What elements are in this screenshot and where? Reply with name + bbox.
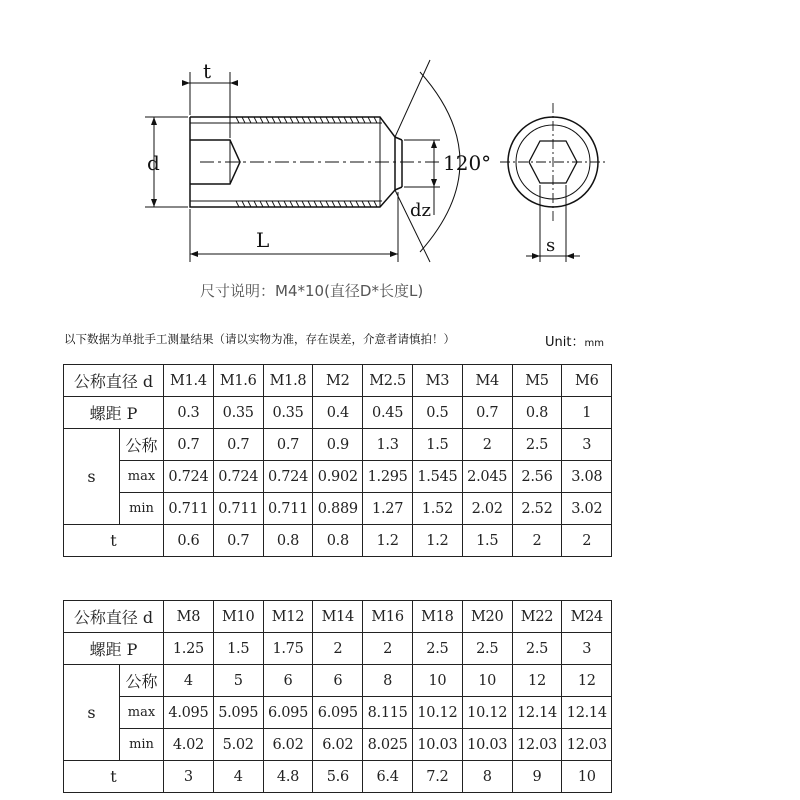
value-cell-s-nominal: 2.5 xyxy=(512,429,562,461)
row-pitch xyxy=(64,397,612,429)
thread-tick xyxy=(368,117,371,123)
measurement-note: 以下数据为单批手工测量结果（请以实物为准，存在误差，介意者请慎拍！） xyxy=(64,332,455,346)
label-d: d xyxy=(147,151,160,175)
size-cell: M18 xyxy=(412,601,462,633)
size-cell: M22 xyxy=(512,601,562,633)
value-cell-s-min: 8.025 xyxy=(363,729,413,761)
thread-tick xyxy=(344,201,347,207)
label-angle: 120° xyxy=(443,151,492,175)
label-t-row: t xyxy=(64,525,164,557)
thread-tick xyxy=(308,201,311,207)
row-s-min xyxy=(64,493,612,525)
label-s-max: max xyxy=(120,461,164,493)
value-cell-s-max: 10.12 xyxy=(462,697,512,729)
value-cell-pitch: 0.45 xyxy=(363,397,413,429)
value-cell-pitch: 2.5 xyxy=(462,633,512,665)
value-cell-t: 0.8 xyxy=(313,525,363,557)
value-cell-s-max: 8.115 xyxy=(363,697,413,729)
value-cell-t: 7.2 xyxy=(412,761,462,793)
thread-tick xyxy=(242,117,245,123)
value-cell-s-min: 2.02 xyxy=(462,493,512,525)
thread-tick xyxy=(326,201,329,207)
value-cell-s-nominal: 10 xyxy=(412,665,462,697)
thread-tick xyxy=(266,201,269,207)
value-cell-s-max: 4.095 xyxy=(164,697,214,729)
thread-tick xyxy=(260,117,263,123)
value-cell-s-nominal: 2 xyxy=(462,429,512,461)
value-cell-s-nominal: 12 xyxy=(562,665,612,697)
row-s-nominal xyxy=(64,665,612,697)
value-cell-pitch: 0.3 xyxy=(164,397,214,429)
row-s-max xyxy=(64,461,612,493)
spec-table-small xyxy=(63,364,612,557)
value-cell-t: 0.6 xyxy=(164,525,214,557)
thread-tick xyxy=(362,201,365,207)
thread-tick xyxy=(254,201,257,207)
value-cell-pitch: 1 xyxy=(562,397,612,429)
value-cell-s-max: 0.724 xyxy=(263,461,313,493)
value-cell-pitch: 0.5 xyxy=(412,397,462,429)
L-arrow-left xyxy=(190,251,198,257)
value-cell-s-max: 2.045 xyxy=(462,461,512,493)
value-cell-s-min: 6.02 xyxy=(263,729,313,761)
set-screw-drawing xyxy=(0,0,800,300)
thread-tick xyxy=(290,201,293,207)
thread-tick xyxy=(248,117,251,123)
label-t-row: t xyxy=(64,761,164,793)
thread-tick xyxy=(356,201,359,207)
thread-tick xyxy=(320,117,323,123)
L-arrow-right xyxy=(390,251,398,257)
size-cell: M10 xyxy=(213,601,263,633)
value-cell-s-max: 1.295 xyxy=(363,461,413,493)
s-arrow-left xyxy=(532,253,540,259)
label-nominal-diameter: 公称直径 d xyxy=(64,365,164,397)
size-cell: M4 xyxy=(462,365,512,397)
thread-tick xyxy=(332,117,335,123)
thread-tick xyxy=(344,117,347,123)
unit-prefix: Unit： xyxy=(545,335,585,350)
thread-tick xyxy=(296,117,299,123)
row-nominal-diameter xyxy=(64,601,612,633)
label-s-nominal: 公称 xyxy=(120,429,164,461)
thread-tick xyxy=(272,201,275,207)
thread-tick xyxy=(332,201,335,207)
value-cell-s-max: 6.095 xyxy=(263,697,313,729)
value-cell-s-max: 12.14 xyxy=(512,697,562,729)
thread-tick xyxy=(266,117,269,123)
value-cell-s-max: 2.56 xyxy=(512,461,562,493)
thread-tick xyxy=(272,117,275,123)
thread-tick xyxy=(350,201,353,207)
thread-tick xyxy=(296,201,299,207)
label-pitch: 螺距 P xyxy=(64,633,164,665)
value-cell-s-min: 0.711 xyxy=(164,493,214,525)
label-s: s xyxy=(64,429,120,525)
thread-tick xyxy=(284,117,287,123)
thread-tick xyxy=(350,117,353,123)
label-nominal-diameter: 公称直径 d xyxy=(64,601,164,633)
value-cell-pitch: 3 xyxy=(562,633,612,665)
value-cell-s-nominal: 8 xyxy=(363,665,413,697)
value-cell-s-nominal: 0.7 xyxy=(164,429,214,461)
value-cell-t: 6.4 xyxy=(363,761,413,793)
value-cell-s-min: 1.27 xyxy=(363,493,413,525)
value-cell-pitch: 2.5 xyxy=(412,633,462,665)
label-s-nominal: 公称 xyxy=(120,665,164,697)
value-cell-s-max: 3.08 xyxy=(562,461,612,493)
dz-arrow-bottom xyxy=(431,179,437,187)
thread-tick xyxy=(314,117,317,123)
value-cell-s-min: 10.03 xyxy=(462,729,512,761)
thread-tick xyxy=(320,201,323,207)
value-cell-t: 1.2 xyxy=(412,525,462,557)
unit-label xyxy=(545,331,604,350)
value-cell-s-max: 0.724 xyxy=(164,461,214,493)
thread-tick xyxy=(302,201,305,207)
point-bottom xyxy=(395,187,402,190)
thread-tick xyxy=(278,201,281,207)
thread-tick xyxy=(242,201,245,207)
value-cell-t: 1.2 xyxy=(363,525,413,557)
thread-tick xyxy=(356,117,359,123)
value-cell-pitch: 1.25 xyxy=(164,633,214,665)
t-arrow-left xyxy=(182,80,190,86)
value-cell-s-max: 5.095 xyxy=(213,697,263,729)
label-s: s xyxy=(546,235,556,256)
dz-arrow-top xyxy=(431,140,437,148)
value-cell-t: 4.8 xyxy=(263,761,313,793)
value-cell-s-min: 0.889 xyxy=(313,493,363,525)
label-L: L xyxy=(256,228,270,252)
value-cell-s-min: 12.03 xyxy=(562,729,612,761)
value-cell-t: 8 xyxy=(462,761,512,793)
value-cell-pitch: 2.5 xyxy=(512,633,562,665)
spec-table-large xyxy=(63,600,612,793)
size-cell: M24 xyxy=(562,601,612,633)
value-cell-pitch: 0.35 xyxy=(213,397,263,429)
value-cell-s-nominal: 4 xyxy=(164,665,214,697)
value-cell-s-min: 1.52 xyxy=(412,493,462,525)
value-cell-t: 1.5 xyxy=(462,525,512,557)
thread-tick xyxy=(374,201,377,207)
value-cell-s-min: 4.02 xyxy=(164,729,214,761)
s-arrow-right xyxy=(566,253,574,259)
size-cell: M2.5 xyxy=(363,365,413,397)
value-cell-s-max: 1.545 xyxy=(412,461,462,493)
value-cell-t: 3 xyxy=(164,761,214,793)
angle-line-top xyxy=(395,60,430,137)
thread-tick xyxy=(326,117,329,123)
value-cell-t: 9 xyxy=(512,761,562,793)
value-cell-s-nominal: 0.9 xyxy=(313,429,363,461)
value-cell-s-min: 0.711 xyxy=(213,493,263,525)
value-cell-t: 2 xyxy=(562,525,612,557)
value-cell-s-min: 0.711 xyxy=(263,493,313,525)
value-cell-s-nominal: 3 xyxy=(562,429,612,461)
thread-tick xyxy=(254,117,257,123)
dimension-caption: 尺寸说明：M4*10(直径D*长度L) xyxy=(200,282,424,300)
value-cell-t: 0.7 xyxy=(213,525,263,557)
row-t xyxy=(64,761,612,793)
thread-tick xyxy=(284,201,287,207)
value-cell-s-min: 2.52 xyxy=(512,493,562,525)
label-pitch: 螺距 P xyxy=(64,397,164,429)
value-cell-pitch: 1.75 xyxy=(263,633,313,665)
size-cell: M20 xyxy=(462,601,512,633)
value-cell-s-max: 12.14 xyxy=(562,697,612,729)
row-pitch xyxy=(64,633,612,665)
value-cell-s-min: 6.02 xyxy=(313,729,363,761)
value-cell-s-nominal: 0.7 xyxy=(263,429,313,461)
size-cell: M6 xyxy=(562,365,612,397)
d-arrow-top xyxy=(151,117,157,125)
value-cell-pitch: 0.8 xyxy=(512,397,562,429)
thread-tick xyxy=(302,117,305,123)
row-s-max xyxy=(64,697,612,729)
value-cell-s-nominal: 6 xyxy=(263,665,313,697)
label-s-min: min xyxy=(120,729,164,761)
label-dz: dz xyxy=(410,200,432,221)
value-cell-s-max: 10.12 xyxy=(412,697,462,729)
unit-suffix: mm xyxy=(584,338,604,349)
value-cell-s-min: 10.03 xyxy=(412,729,462,761)
value-cell-pitch: 0.35 xyxy=(263,397,313,429)
value-cell-s-nominal: 1.3 xyxy=(363,429,413,461)
value-cell-s-min: 5.02 xyxy=(213,729,263,761)
value-cell-pitch: 2 xyxy=(313,633,363,665)
size-cell: M2 xyxy=(313,365,363,397)
value-cell-pitch: 1.5 xyxy=(213,633,263,665)
value-cell-s-nominal: 1.5 xyxy=(412,429,462,461)
size-cell: M1.6 xyxy=(213,365,263,397)
value-cell-s-nominal: 5 xyxy=(213,665,263,697)
value-cell-s-max: 0.724 xyxy=(213,461,263,493)
thread-tick xyxy=(338,201,341,207)
thread-tick xyxy=(278,117,281,123)
thread-tick xyxy=(260,201,263,207)
value-cell-s-nominal: 12 xyxy=(512,665,562,697)
value-cell-t: 5.6 xyxy=(313,761,363,793)
value-cell-s-max: 6.095 xyxy=(313,697,363,729)
thread-tick xyxy=(248,201,251,207)
value-cell-s-nominal: 6 xyxy=(313,665,363,697)
thread-tick xyxy=(362,117,365,123)
size-cell: M16 xyxy=(363,601,413,633)
thread-tick xyxy=(314,201,317,207)
value-cell-t: 10 xyxy=(562,761,612,793)
value-cell-pitch: 0.4 xyxy=(313,397,363,429)
value-cell-pitch: 0.7 xyxy=(462,397,512,429)
label-s-min: min xyxy=(120,493,164,525)
value-cell-t: 0.8 xyxy=(263,525,313,557)
label-t: t xyxy=(203,59,212,83)
d-arrow-bottom xyxy=(151,199,157,207)
value-cell-s-min: 12.03 xyxy=(512,729,562,761)
size-cell: M1.8 xyxy=(263,365,313,397)
label-s-max: max xyxy=(120,697,164,729)
size-cell: M1.4 xyxy=(164,365,214,397)
size-cell: M12 xyxy=(263,601,313,633)
value-cell-s-min: 3.02 xyxy=(562,493,612,525)
value-cell-s-max: 0.902 xyxy=(313,461,363,493)
size-cell: M3 xyxy=(412,365,462,397)
size-cell: M5 xyxy=(512,365,562,397)
thread-tick xyxy=(374,117,377,123)
thread-tick xyxy=(368,201,371,207)
thread-tick xyxy=(236,117,239,123)
size-cell: M14 xyxy=(313,601,363,633)
thread-tick xyxy=(338,117,341,123)
value-cell-t: 4 xyxy=(213,761,263,793)
thread-tick xyxy=(308,117,311,123)
row-s-min xyxy=(64,729,612,761)
row-s-nominal xyxy=(64,429,612,461)
value-cell-t: 2 xyxy=(512,525,562,557)
row-nominal-diameter xyxy=(64,365,612,397)
point-top xyxy=(395,137,402,140)
row-t xyxy=(64,525,612,557)
thread-tick xyxy=(290,117,293,123)
size-cell: M8 xyxy=(164,601,214,633)
t-arrow-right xyxy=(230,80,238,86)
value-cell-pitch: 2 xyxy=(363,633,413,665)
value-cell-s-nominal: 0.7 xyxy=(213,429,263,461)
label-s: s xyxy=(64,665,120,761)
thread-tick xyxy=(236,201,239,207)
value-cell-s-nominal: 10 xyxy=(462,665,512,697)
